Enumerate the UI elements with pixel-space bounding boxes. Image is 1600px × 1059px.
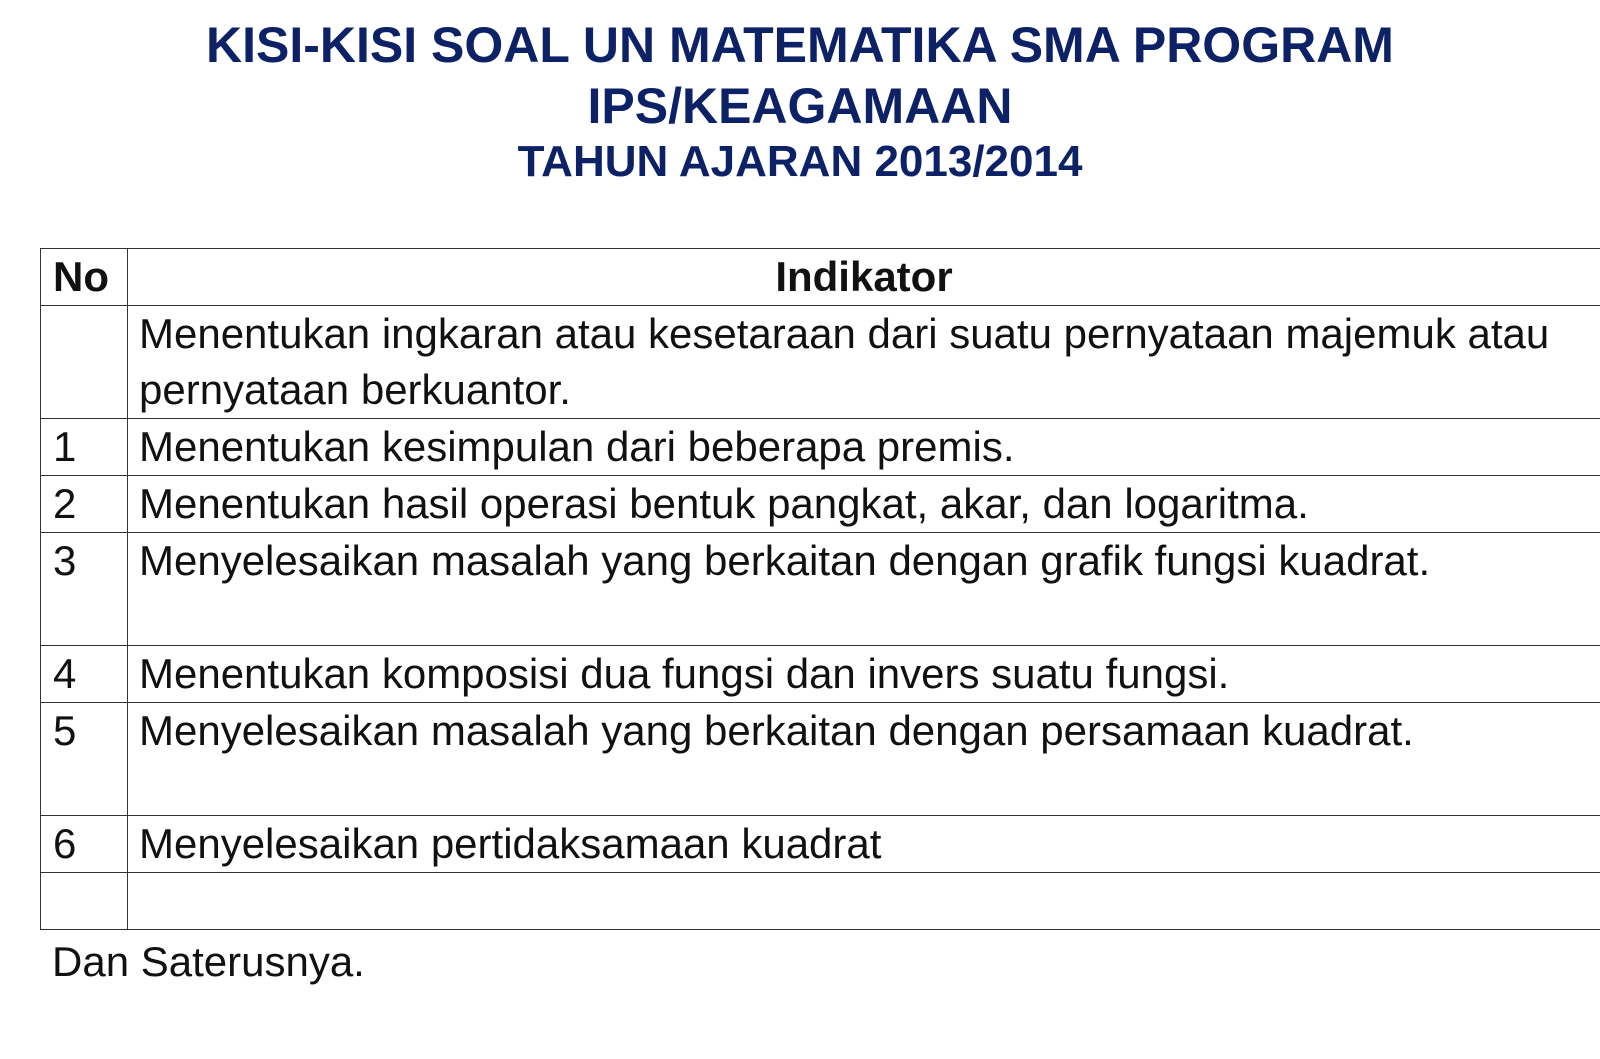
row-indikator bbox=[128, 873, 1600, 930]
table-row bbox=[41, 533, 1600, 646]
table-row bbox=[41, 306, 1600, 419]
footer-text: Dan Saterusnya. bbox=[52, 938, 365, 985]
row-indikator: Menyelesaikan masalah yang berkaitan dengan persamaan kuadrat. bbox=[128, 703, 1600, 816]
row-indikator: Menentukan kesimpulan dari beberapa premis. bbox=[128, 419, 1600, 476]
row-indikator: Menyelesaikan masalah yang berkaitan dengan grafik fungsi kuadrat. bbox=[128, 533, 1600, 646]
row-indikator: Menyelesaikan pertidaksamaan kuadrat bbox=[128, 816, 1600, 873]
header-indikator: Indikator bbox=[128, 249, 1600, 306]
table-row bbox=[41, 476, 1600, 533]
row-indikator: Menentukan ingkaran atau kesetaraan dari suatu pernyataan majemuk atau pernyataan berkuantor. bbox=[128, 306, 1600, 419]
row-no bbox=[41, 873, 128, 930]
table-row-empty bbox=[41, 873, 1600, 930]
title-line-1: KISI-KISI SOAL UN MATEMATIKA SMA PROGRAM bbox=[206, 17, 1394, 73]
table-row bbox=[41, 419, 1600, 476]
row-indikator: Menentukan komposisi dua fungsi dan invers suatu fungsi. bbox=[128, 646, 1600, 703]
row-no: 2 bbox=[41, 476, 128, 533]
row-indikator: Menentukan hasil operasi bentuk pangkat, akar, dan logaritma. bbox=[128, 476, 1600, 533]
row-no: 5 bbox=[41, 703, 128, 816]
row-no bbox=[41, 306, 128, 419]
title-line-3: TAHUN AJARAN 2013/2014 bbox=[517, 137, 1083, 186]
table-row bbox=[41, 703, 1600, 816]
row-no: 6 bbox=[41, 816, 128, 873]
row-no: 4 bbox=[41, 646, 128, 703]
indikator-table bbox=[40, 248, 1600, 930]
table-row bbox=[41, 816, 1600, 873]
title-line-2: IPS/KEAGAMAAN bbox=[587, 78, 1013, 134]
table-row bbox=[41, 646, 1600, 703]
header-no: No bbox=[41, 249, 128, 306]
table-header-row bbox=[41, 249, 1600, 306]
row-no: 1 bbox=[41, 419, 128, 476]
row-no: 3 bbox=[41, 533, 128, 646]
